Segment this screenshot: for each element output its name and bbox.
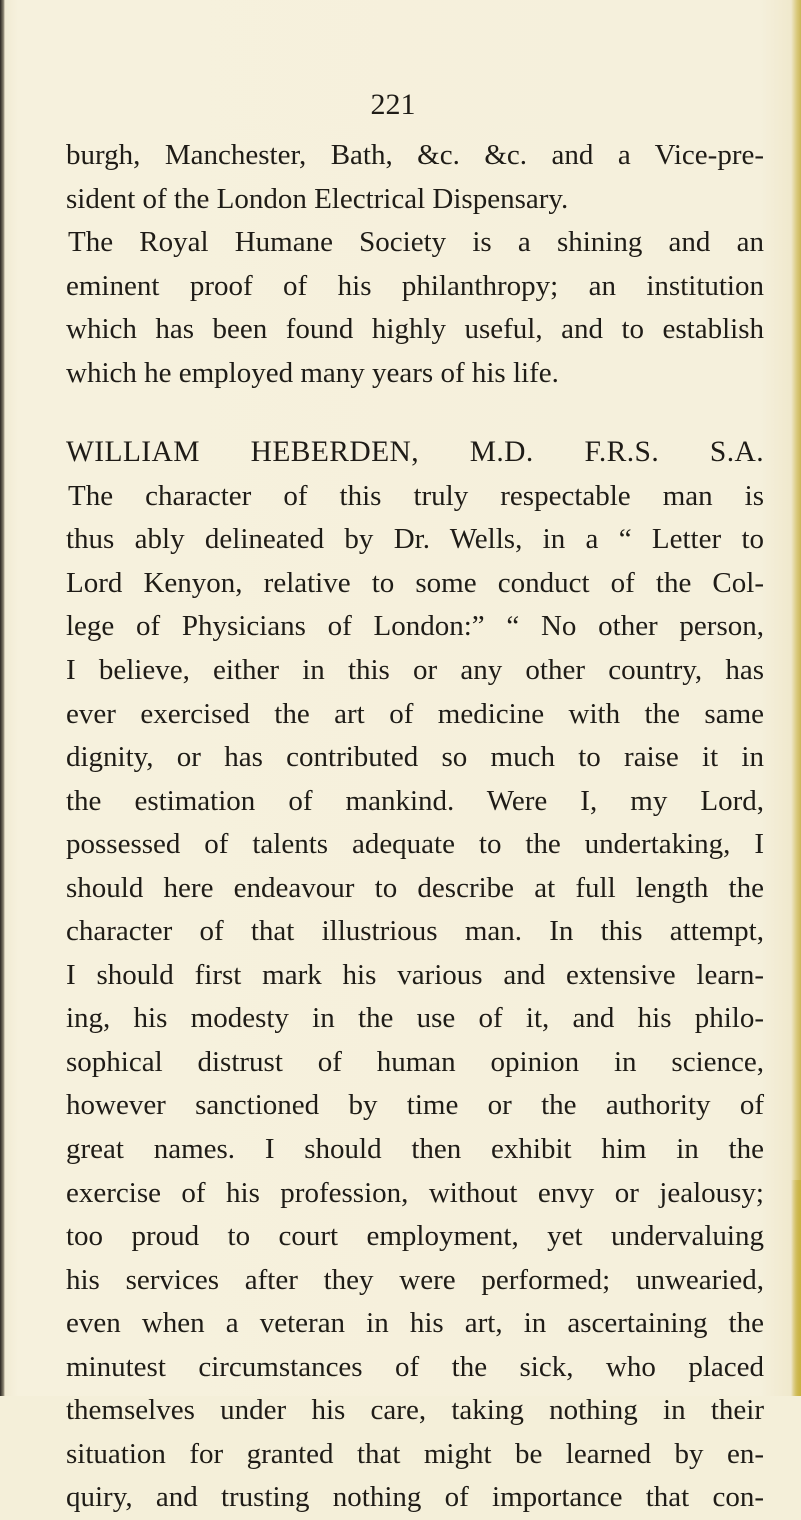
text-line: burgh, Manchester, Bath, &c. &c. and a Vice-pre- bbox=[66, 139, 764, 171]
text-line: situation for granted that might be learned by en- bbox=[66, 1437, 764, 1470]
text-line: eminent proof of his philanthropy; an institution bbox=[66, 269, 764, 302]
text-line: I should first mark his various and extensive learn- bbox=[66, 958, 764, 991]
text-line: ing, his modesty in the use of it, and his philo- bbox=[66, 1002, 764, 1035]
text-line: dignity, or has contributed so much to raise it in bbox=[66, 741, 764, 774]
text-line: sophical distrust of human opinion in science, bbox=[66, 1045, 764, 1078]
text-line: ever exercised the art of medicine with the same bbox=[66, 697, 764, 730]
text-line: exercise of his profession, without envy or jealousy; bbox=[66, 1176, 764, 1209]
text-line: too proud to court employment, yet undervaluing bbox=[66, 1220, 764, 1253]
text-line: character of that illustrious man. In this attempt, bbox=[66, 915, 764, 948]
text-line: the estimation of mankind. Were I, my Lord, bbox=[66, 784, 764, 817]
text-line: The Royal Humane Society is a shining and an bbox=[68, 226, 764, 259]
text-line: sident of the London Electrical Dispensary. bbox=[66, 182, 569, 215]
text-line: thus ably delineated by Dr. Wells, in a “ Letter to bbox=[66, 523, 764, 556]
page-body bbox=[66, 134, 764, 1520]
section-gap bbox=[66, 395, 764, 431]
text-line: however sanctioned by time or the authority of bbox=[66, 1089, 764, 1122]
text-line: I believe, either in this or any other country, has bbox=[66, 654, 764, 687]
text-line: quiry, and trusting nothing of importance that con- bbox=[66, 1481, 764, 1514]
page-right-edge-stain bbox=[791, 1180, 801, 1396]
text-line: should here endeavour to describe at full length the bbox=[66, 871, 764, 904]
text-line: even when a veteran in his art, in ascertaining the bbox=[66, 1307, 764, 1340]
text-line: lege of Physicians of London:” “ No other person, bbox=[66, 610, 764, 643]
text-line: which has been found highly useful, and to establish bbox=[66, 313, 764, 346]
text-line: which he employed many years of his life. bbox=[66, 356, 559, 389]
page-number: 221 bbox=[370, 88, 416, 121]
text-line: possessed of talents adequate to the undertaking, I bbox=[66, 828, 764, 861]
text-line: great names. I should then exhibit him in the bbox=[66, 1133, 764, 1166]
text-line: Lord Kenyon, relative to some conduct of the Col- bbox=[66, 566, 764, 599]
text-line: his services after they were performed; unwearied, bbox=[66, 1263, 764, 1296]
page-left-edge bbox=[0, 0, 5, 1396]
text-line: minutest circumstances of the sick, who placed bbox=[66, 1350, 764, 1383]
text-line: themselves under his care, taking nothing in their bbox=[66, 1394, 764, 1427]
section-heading: WILLIAM HEBERDEN, M.D. F.R.S. S.A. bbox=[66, 436, 764, 469]
text-line: The character of this truly respectable man is bbox=[68, 479, 764, 512]
